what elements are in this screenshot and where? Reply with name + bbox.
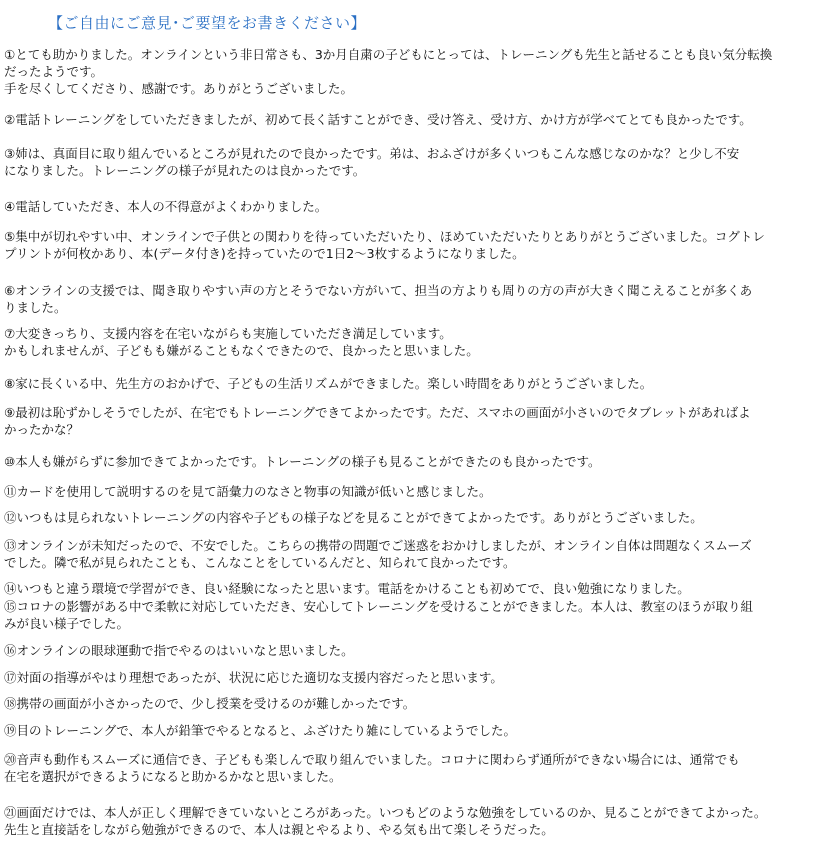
comment-line: ④電話していただき、本人の不得意がよくわかりました。 — [4, 199, 328, 214]
comment-item — [4, 375, 819, 392]
comment-line: ⑳音声も動作もスムーズに通信でき、子どもも楽しんで取り組んでいました。コロナに関わらず通所ができない場合には、通常でも — [4, 752, 740, 767]
comment-line: みが良い様子でした。 — [4, 616, 130, 631]
comment-line: ⑭いつもと違う環境で学習ができ、良い経験になったと思います。電話をかけることも初めてで、良い勉強になりました。 — [4, 581, 690, 596]
page-title: 【ご自由にご意見･ご要望をお書きください】 — [48, 14, 367, 32]
comment-line: ①とても助かりました。オンラインという非日常さも、3か月自粛の子どもにとっては、トレーニングも先生と話せることも良い気分転換 — [4, 47, 773, 62]
comment-item — [4, 580, 819, 597]
comment-line: ㉑画面だけでは、本人が正しく理解できていないところがあった。いつもどのような勉強をしているのか、見ることができてよかった。 — [4, 805, 767, 820]
comment-line: ⑧家に長くいる中、先生方のおかげで、子どもの生活リズムができました。楽しい時間をありがとうございました。 — [4, 376, 653, 391]
comment-line: ⑥オンラインの支援では、聞き取りやすい声の方とそうでない方がいて、担当の方よりも周りの方の声が大きく聞こえることが多くあ — [4, 283, 753, 298]
comment-line: ⑲目のトレーニングで、本人が鉛筆でやるとなると、ふざけたり雑にしているようでした。 — [4, 723, 517, 738]
comment-line: かもしれませんが、子どもも嫌がることもなくできたので、良かったと思いました。 — [4, 343, 479, 358]
comment-line: ③姉は、真面目に取り組んでいるところが見れたので良かったです。弟は、おふざけが多くいつもこんな感じなのかな？と少し不安 — [4, 146, 740, 161]
comment-line: ⑬オンラインが未知だったので、不安でした。こちらの携帯の問題でご迷惑をおかけしましたが、オンライン自体は問題なくスムーズ — [4, 538, 752, 553]
comment-item — [4, 695, 819, 712]
comment-item — [4, 483, 819, 500]
comment-item — [4, 145, 819, 179]
comment-item — [4, 325, 819, 359]
comment-line: だったようです。 — [4, 64, 104, 79]
comment-item — [4, 228, 819, 262]
comment-line: ⑦大変きっちり、支援内容を在宅いながらも実施していただき満足しています。 — [4, 326, 452, 341]
comment-line: ②電話トレーニングをしていただきましたが、初めて長く話すことができ、受け答え、受け方、かけ方が学べてとても良かったです。 — [4, 112, 752, 127]
comment-item — [4, 198, 819, 215]
comment-line: かったかな？ — [4, 422, 80, 437]
comment-item — [4, 282, 819, 316]
comment-line: 手を尽くしてくださり、感謝です。ありがとうございました。 — [4, 81, 354, 96]
comment-line: ⑪カードを使用して説明するのを見て語彙力のなさと物事の知識が低いと感じました。 — [4, 484, 492, 499]
comment-item — [4, 509, 819, 526]
comment-item — [4, 46, 819, 97]
comment-item — [4, 598, 819, 632]
comment-line: ⑮コロナの影響がある中で柔軟に対応していただき、安心してトレーニングを受けることができました。本人は、教室のほうが取り組 — [4, 599, 754, 614]
comment-item — [4, 751, 819, 785]
comment-line: ⑩本人も嫌がらずに参加できてよかったです。トレーニングの様子も見ることができたのも良かったです。 — [4, 454, 601, 469]
comment-line: ⑤集中が切れやすい中、オンラインで子供との関わりを待っていただいたり、ほめていただいたりとありがとうございました。コグトレ — [4, 229, 765, 244]
comment-line: 先生と直接話をしながら勉強ができるので、本人は親とやるより、やる気も出て楽しそうだった。 — [4, 822, 554, 837]
comment-item — [4, 804, 819, 838]
comment-item — [4, 669, 819, 686]
comment-line: でした。隣で私が見られたことも、こんなことをしているんだと、知られて良かったです。 — [4, 555, 516, 570]
comment-line: りました。 — [4, 300, 67, 315]
comment-line: ⑨最初は恥ずかしそうでしたが、在宅でもトレーニングできてよかったです。ただ、スマホの画面が小さいのでタブレットがあればよ — [4, 405, 751, 420]
comment-item — [4, 722, 819, 739]
comment-item — [4, 111, 819, 128]
comment-line: になりました。トレーニングの様子が見れたのは良かったです。 — [4, 163, 366, 178]
comment-item — [4, 642, 819, 659]
comment-line: プリントが何枚かあり、本(データ付き)を持っていたので1日2～3枚するようになりました。 — [4, 246, 525, 261]
comment-item — [4, 537, 819, 571]
comment-item — [4, 404, 819, 438]
comment-item — [4, 453, 819, 470]
comment-line: ⑫いつもは見られないトレーニングの内容や子どもの様子などを見ることができてよかったです。ありがとうございました。 — [4, 510, 703, 525]
comment-line: ⑯オンラインの眼球運動で指でやるのはいいなと思いました。 — [4, 643, 354, 658]
comment-line: ⑱携帯の画面が小さかったので、少し授業を受けるのが難しかったです。 — [4, 696, 416, 711]
comment-line: ⑰対面の指導がやはり理想であったが、状況に応じた適切な支援内容だったと思います。 — [4, 670, 503, 685]
comment-line: 在宅を選択ができるようになると助かるかなと思いました。 — [4, 769, 342, 784]
